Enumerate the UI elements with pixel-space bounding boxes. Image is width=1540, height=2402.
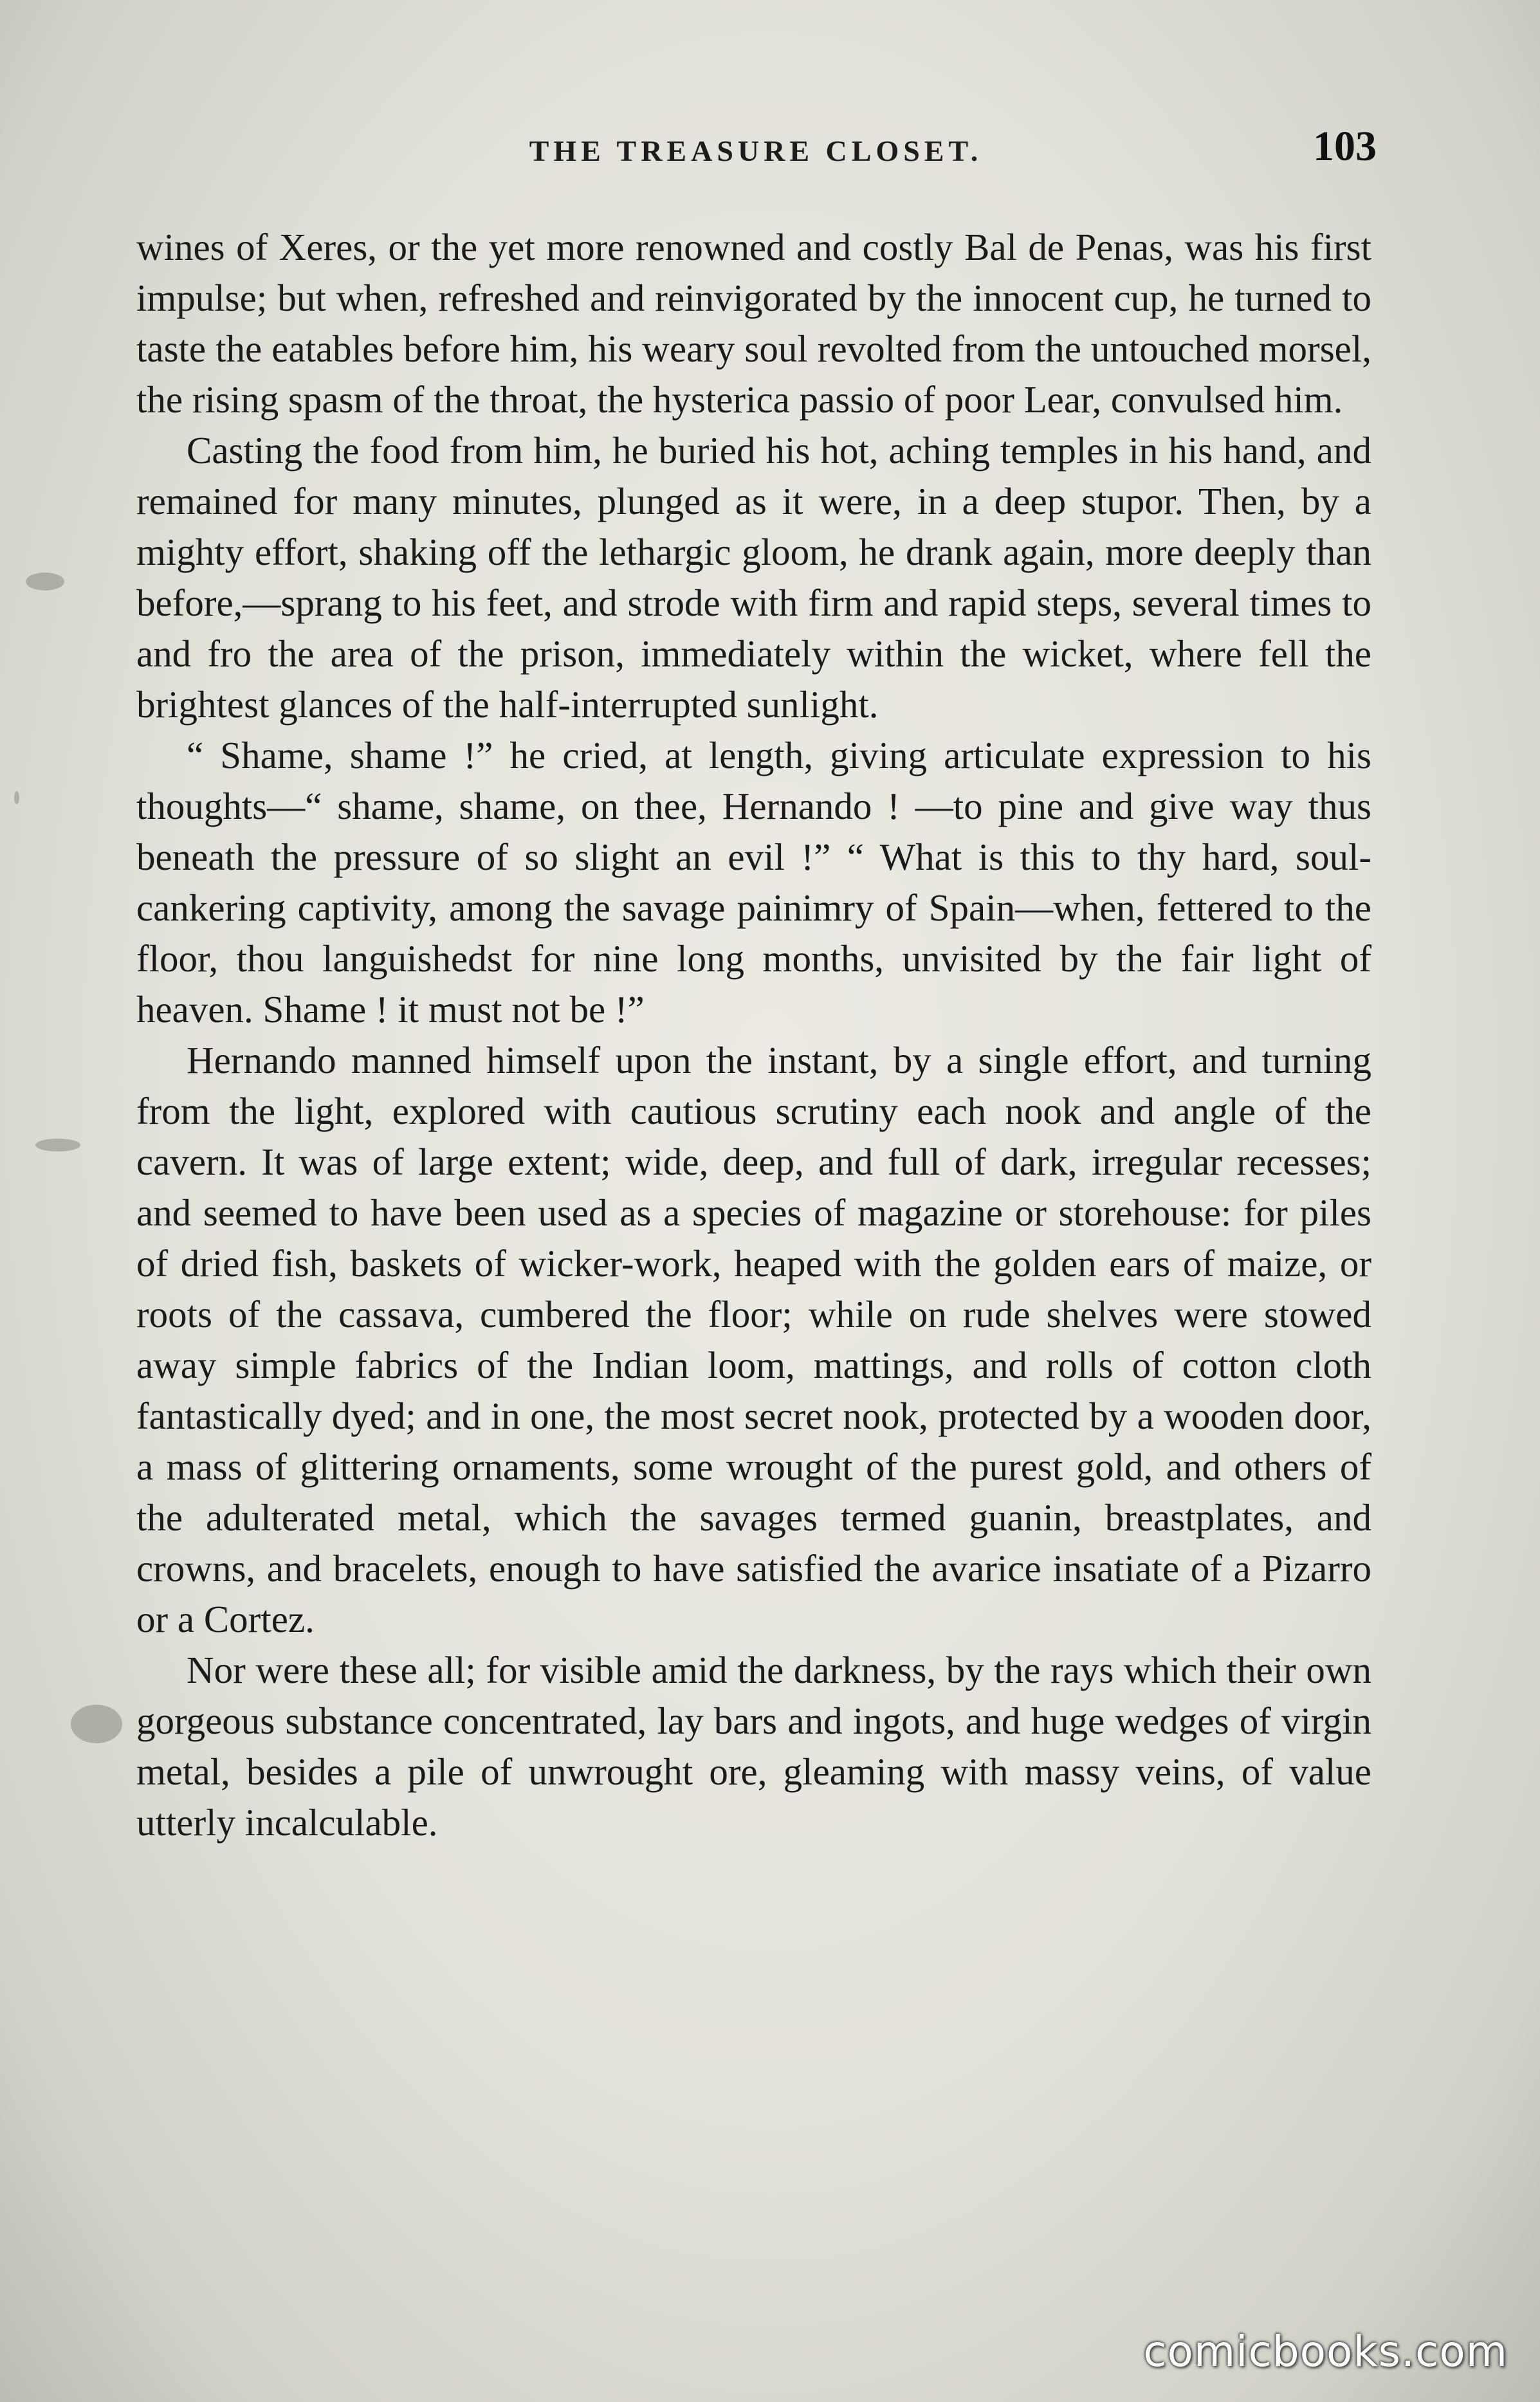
paragraph-5: Nor were these all; for visible amid the darkness, by the rays which their own gorgeous substance concentrated, lay bars and ingots, and huge wedges of virgin metal, besides a pile of unwrought ore, gleaming with massy veins, of value utterly incalculable. — [136, 1649, 1371, 1844]
page-number: 103 — [1313, 123, 1377, 170]
paragraph-4: Hernando manned himself upon the instant, by a single effort, and turning from the light, explored with cautious scrutiny each nook and angle of the cavern. It was of large extent; wide, deep, and full of dark, irregular recesses; and seemed to have been used as a species of magazine or storehouse: for piles of dried fish, baskets of wicker-work, heaped with the golden ears of maize, or roots of the cassava, cumbered the floor; while on rude shelves were stowed away simple fabrics of the Indian loom, mattings, and rolls of cotton cloth fantastically dyed; and in one, the most secret nook, protected by a wooden door, a mass of glittering ornaments, some wrought of the purest gold, and others of the adulterated metal, which the savages termed guanin, breastplates, and crowns, and bracelets, enough to have satisfied the avarice insatiate of a Pizarro or a Cortez. — [136, 1039, 1371, 1640]
paper-speck — [14, 791, 19, 804]
paragraph-1: wines of Xeres, or the yet more renowned and costly Bal de Penas, was his first impulse; but when, refreshed and reinvigorated by the innocent cup, he turned to taste the eatables before him, his weary soul revolted from the untouched morsel, the rising spasm of the throat, the hysterica passio of poor Lear, convulsed him. — [136, 226, 1371, 421]
paragraph-3: “ Shame, shame !” he cried, at length, giving articulate expression to his thoughts—“ shame, shame, on thee, Hernando ! —to pine and give way thus beneath the pressure of so slight an evil !” “ What is this to thy hard, soul-cankering captivity, among the savage painimry of Spain—when, fettered to the floor, thou languishedst for nine long months, unvisited by the fair light of heaven. Shame ! it must not be !” — [136, 734, 1371, 1031]
paper-speck — [71, 1705, 122, 1743]
page-header — [135, 122, 1377, 180]
body-text — [136, 222, 1371, 1848]
paragraph-2: Casting the food from him, he buried his hot, aching temples in his hand, and remained for many minutes, plunged as it were, in a deep stupor. Then, by a mighty effort, shaking off the lethargic gloom, he drank again, more deeply than before,—sprang to his feet, and strode with firm and rapid steps, several times to and fro the area of the prison, immediately within the wicket, where fell the brightest glances of the half-interrupted sunlight. — [136, 429, 1371, 726]
paper-speck — [26, 573, 64, 591]
paper-speck — [35, 1139, 80, 1151]
watermark-logo: comicbooks.com — [1143, 2327, 1508, 2376]
running-title: THE TREASURE CLOSET. — [529, 134, 983, 167]
